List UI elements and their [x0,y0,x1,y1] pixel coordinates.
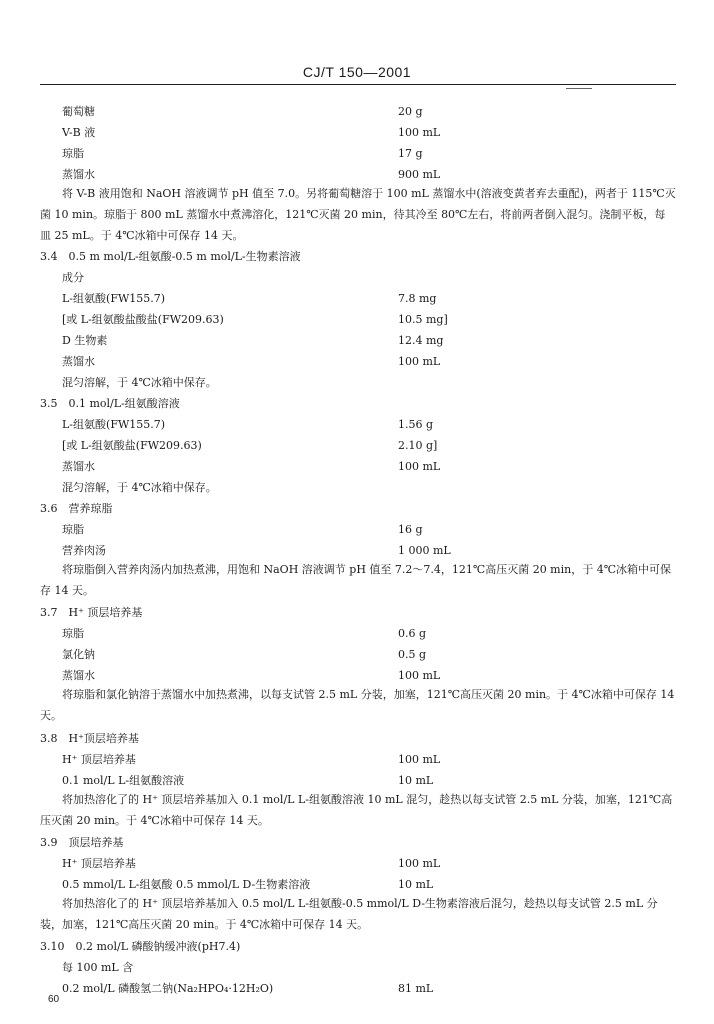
section-label: 每 100 mL 含 [62,961,134,974]
ingredient-name: 营养肉汤 [62,544,106,557]
ingredient-name: H⁺ 顶层培养基 [62,753,136,766]
ingredient-amount: 17 g [398,147,423,160]
section-label: 成分 [62,271,84,284]
ingredient-amount: 100 mL [398,753,441,766]
section-title-3-10: 3.10 0.2 mol/L 磷酸钠缓冲液(pH7.4) [40,940,241,953]
ingredient-amount: 12.4 mg [398,334,444,347]
ingredient-amount: 7.8 mg [398,292,437,305]
ingredient-name: D 生物素 [62,334,108,347]
header-rule [40,84,676,85]
page-number: 60 [48,994,60,1005]
ingredient-amount: 10.5 mg] [398,313,448,326]
ingredient-amount: 0.5 g [398,648,427,661]
ingredient-amount: 2.10 g] [398,439,438,452]
ingredient-amount: 0.6 g [398,627,427,640]
ingredient-name: L-组氨酸(FW155.7) [62,418,166,431]
procedure-text: 混匀溶解，于 4℃冰箱中保存。 [62,376,217,389]
ingredient-name: 0.1 mol/L L-组氨酸溶液 [62,774,185,787]
procedure-paragraph: 将加热溶化了的 H⁺ 顶层培养基加入 0.1 mol/L L-组氨酸溶液 10 mL 混匀，趁热以每支试管 2.5 mL 分装，加塞，121℃高压灭菌 20 min。于 4℃冰箱中可保存 14 天。 [40,793,673,827]
section-title-3-7: 3.7 H⁺ 顶层培养基 [40,606,143,619]
section-title-3-9: 3.9 顶层培养基 [40,836,124,849]
ingredient-amount: 81 mL [398,982,434,995]
ingredient-amount: 1 000 mL [398,544,451,557]
procedure-paragraph: 将琼脂倒入营养肉汤内加热煮沸，用饱和 NaOH 溶液调节 pH 值至 7.2～7.4，121℃高压灭菌 20 min，于 4℃冰箱中可保存 14 天。 [40,563,672,597]
ingredient-name: 琼脂 [62,627,84,640]
procedure-paragraph: 将加热溶化了的 H⁺ 顶层培养基加入 0.5 mol/L L-组氨酸-0.5 mmol/L D-生物素溶液后混匀，趁热以每支试管 2.5 mL 分装，加塞，121℃高压灭菌 20 min。于 4℃冰箱中可保存 14 天。 [40,897,658,931]
ingredient-name: [或 L-组氨酸盐酸盐(FW209.63) [62,313,224,326]
ingredient-name: 蒸馏水 [62,168,95,181]
ingredient-name: 葡萄糖 [62,105,95,118]
ingredient-name: [或 L-组氨酸盐(FW209.63) [62,439,202,452]
procedure-text: 混匀溶解，于 4℃冰箱中保存。 [62,481,217,494]
ingredient-amount: 100 mL [398,857,441,870]
section-title-3-4: 3.4 0.5 m mol/L-组氨酸-0.5 m mol/L-生物素溶液 [40,250,301,263]
ingredient-name: 琼脂 [62,147,84,160]
ingredient-amount: 900 mL [398,168,441,181]
section-title-3-8: 3.8 H⁺顶层培养基 [40,732,139,745]
ingredient-name: 蒸馏水 [62,355,95,368]
procedure-paragraph: 将琼脂和氯化钠溶于蒸馏水中加热煮沸，以每支试管 2.5 mL 分装，加塞，121℃高压灭菌 20 min。于 4℃冰箱中可保存 14 天。 [40,688,675,722]
ingredient-name: 0.5 mmol/L L-组氨酸 0.5 mmol/L D-生物素溶液 [62,878,311,891]
ingredient-amount: 100 mL [398,669,441,682]
ingredient-name: V-B 液 [62,126,96,139]
ingredient-amount: 10 mL [398,774,434,787]
ingredient-name: 蒸馏水 [62,669,95,682]
procedure-paragraph: 将 V-B 液用饱和 NaOH 溶液调节 pH 值至 7.0。另将葡萄糖溶于 100 mL 蒸馏水中(溶液变黄者弃去重配)，两者于 115℃灭菌 10 min。琼脂于 800 mL 蒸馏水中煮沸溶化，121℃灭菌 20 min，待其冷至 80℃左右，将前两者倒入混匀。浇制平板，每皿 25 mL。于 4℃冰箱中可保存 14 天。 [40,187,676,242]
ingredient-amount: 16 g [398,523,423,536]
section-title-3-5: 3.5 0.1 mol/L-组氨酸溶液 [40,397,180,410]
ingredient-amount: 1.56 g [398,418,434,431]
ingredient-amount: 10 mL [398,878,434,891]
ingredient-name: 0.2 mol/L 磷酸氢二钠(Na₂HPO₄·12H₂O) [62,982,274,995]
ingredient-amount: 100 mL [398,460,441,473]
ingredient-amount: 100 mL [398,126,441,139]
ingredient-name: 蒸馏水 [62,460,95,473]
ingredient-name: 氯化钠 [62,648,95,661]
ingredient-name: 琼脂 [62,523,84,536]
ingredient-amount: 20 g [398,105,423,118]
ingredient-name: H⁺ 顶层培养基 [62,857,136,870]
ingredient-name: L-组氨酸(FW155.7) [62,292,166,305]
header-rule-short [566,88,592,89]
ingredient-amount: 100 mL [398,355,441,368]
section-title-3-6: 3.6 营养琼脂 [40,502,113,515]
running-header: CJ/T 150—2001 [302,64,412,80]
